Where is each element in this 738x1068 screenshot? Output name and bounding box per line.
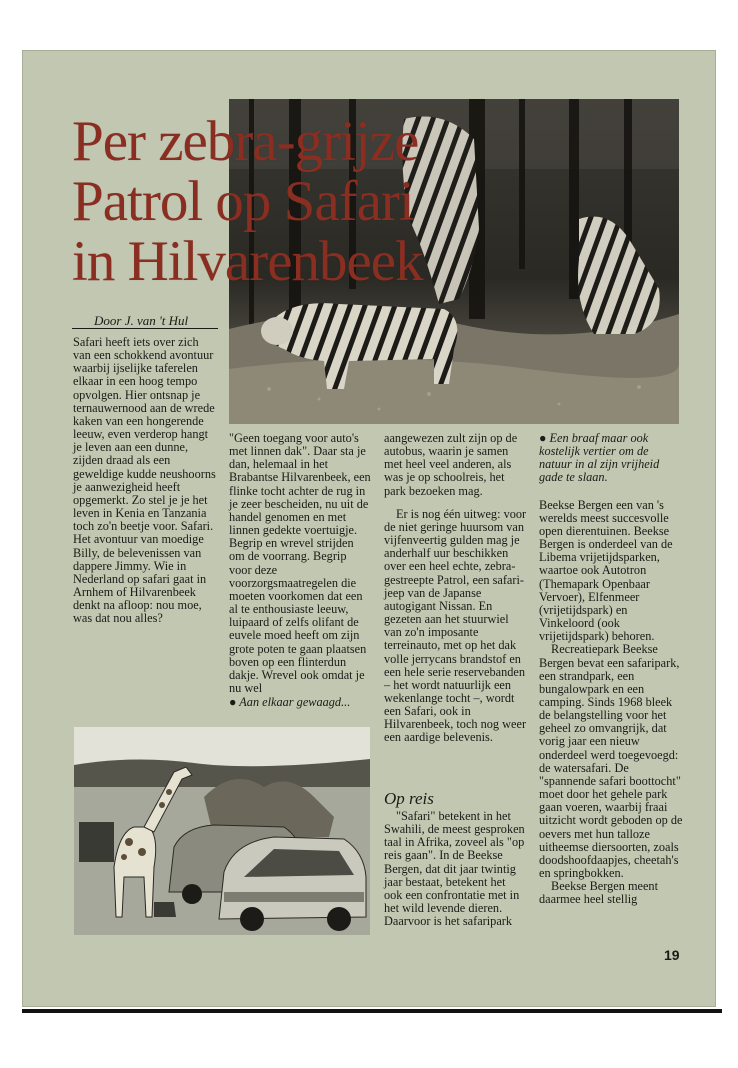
column-1 [73, 336, 216, 625]
column-4 [539, 432, 683, 906]
caption-tigers: Een braaf maar ook kostelijk vertier om de natuur in al zijn vrijheid gade te slaan. [539, 431, 660, 485]
page-number: 19 [664, 947, 680, 963]
paragraph-bus: aangewezen zult zijn op de autobus, waarin je samen met heel veel anderen, als was je op schoolreis, het park bezoeken mag. [384, 431, 518, 498]
byline: Door J. van 't Hul [94, 313, 189, 328]
paragraph-stellig: Beekse Bergen meent daarmee heel stellig [539, 879, 658, 907]
title-line-3: in Hilvarenbeek [72, 230, 423, 293]
intro-paragraph: Safari heeft iets over zich van een schokkend avontuur waarbij ijselijke taferelen elkaar in een hoog tempo opvolgen. Hier ontsnap je ternauwernood aan de wrede kaken van een hongerende leeuw, even verderop hangt je leven aan een dunne, zijden draad als een geweldige kudde neushoorns je aanwezigheid heeft opgemerkt. Zo stel je je het leven in Kenia en Tanzania toch zo'n beetje voor. Safari. Het avontuur van moedige Billy, de belevenissen van dappere Jimmy. Wie in Nederland op safari gaat in Arnhem of Hilvarenbeek denkt na afloop: nou moe, was dat nou alles? [73, 335, 216, 626]
caption-giraffe: Aan elkaar gewaagd... [239, 695, 351, 710]
bullet-icon: ● [539, 431, 547, 445]
paragraph-beekse-bergen: Beekse Bergen een van 's werelds meest succesvolle open dierentuinen. Beekse Bergen is onderdeel van de Libema vrijetijdsparken, waartoe ook Autotron (Themapark Openbaar Vervoer), Elfenmeer (vrijetijdspark) en Vinkeloord (ook vrijetijdspark) behoren. [539, 497, 673, 644]
paragraph-swahili: "Safari" betekent in het Swahili, de meest gesproken taal in Afrika, zoveel als "op reis gaan". In de Beekse Bergen, dat dit jaar twintig jaar bestaat, betekent het ook een confrontatie met in het wild levende dieren. Daarvoor is het safaripark [384, 809, 525, 929]
article-title [72, 112, 423, 292]
title-line-1: Per zebra-grijze [72, 110, 419, 173]
title-line-2: Patrol op Safari [72, 170, 414, 233]
bullet-icon: ● [229, 695, 237, 710]
paragraph-canvas-roof: "Geen toegang voor auto's met linnen dak". Daar sta je dan, helemaal in het Brabantse Hilvarenbeek, een flinke tocht achter de rug in je zeer bescheiden, nu uit de handel genomen en met linnen gedekte voertuigje. Begrip en wrevel strijden om de voorrang. Begrip voor deze voorzorgsmaatregelen die moeten voorkomen dat een al te enthousiaste leeuw, luipaard of zelfs olifant de euvele moed heeft om zijn grote poten te gaan plaatsen boven op een flinterdun dakje. Wrevel ook omdat je nu wel [229, 431, 371, 695]
paragraph-patrol: Er is nog één uitweg: voor de niet geringe huursom van vijfenveertig gulden mag je anderhalf uur beschikken over een heel echte, zebra-gestreepte Patrol, een safari-jeep van de Japanse autogigant Nissan. En gezeten aan het stuurwiel van zo'n imposante terreinauto, met op het dak volle jerrycans brandstof en een hele serie reservebanden – het wordt natuurlijk een wekenlange tocht –, wordt een Safari, ook in Hilvarenbeek, toch nog weer een aardige belevenis. [384, 506, 527, 745]
giraffe-cars-photo [74, 727, 370, 935]
column-3 [384, 432, 527, 745]
paragraph-recreatiepark: Recreatiepark Beekse Bergen bevat een safaripark, een strandpark, een bungalowpark en een camping. Sinds 1968 bleek de belangstelling voor het geheel zo omvangrijk, dat vorig jaar een nieuw onderdeel werd toegevoegd: de watersafari. De "spannende safari boottocht" moet door het gehele park gaan voeren, waarbij fraai uitzicht wordt geboden op de oevers met hun talloze uitheemse diersoorten, zoals doodshoofdaapjes, cheetah's en springbokken. [539, 642, 683, 880]
column-2 [229, 432, 371, 709]
subheading-op-reis: Op reis [384, 789, 434, 808]
byline-rule [72, 328, 218, 329]
column-3-continued [384, 810, 527, 928]
